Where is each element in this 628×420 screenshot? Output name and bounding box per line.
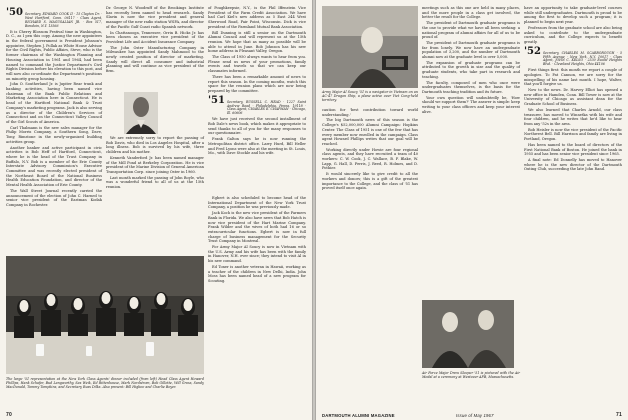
- magazine-footer: DARTMOUTH ALUMNI MAGAZINE: [322, 413, 395, 418]
- paragraph: Dr. George N. Woodruff of the Brookings Institute has recently been named to head research. Sandy Slavin is now the vice president and general manager of the new radio station WSPA, and director of the Pacific Gulf Coast radio Spanish network.: [106, 6, 204, 29]
- page-number-left: 70: [6, 412, 12, 418]
- paragraph: The Class of 1950 always wants to hear from you. Please send us news of your promotions, family events and travels so that we can keep our classmates informed.: [208, 55, 306, 74]
- paragraph: We also learned that Charles Arnold, our class treasurer, has moved to Winnetka with his wife and four children, and he writes that he'd like to hear from any '52s in the area.: [524, 107, 622, 126]
- paragraph: It is Cherry Blossom Festival time in Washington, D. C., as I pen this copy. Among the new appointees in the federal government is President Johnson's appointee, Stephen J. Pollak as White House Advisor for the Civil Rights, Public Affairs, Steve, who is the former chairman of the Washington Planning and Housing Association in 1961 and 1964, had been named to command the Justice Department's Civil Rights Division before his elevation to this post, and will now also co-ordinate the Department's positions on minority group housing.: [6, 29, 102, 81]
- paragraph: Egbert is also scheduled to become head of the International Department of the New York Trust Company, a position he was previously made.: [208, 196, 306, 210]
- portrait-photo: [124, 92, 158, 134]
- right-col-1: [322, 108, 418, 192]
- group-dinner-photo-icon: [6, 256, 204, 374]
- soucy-photo: [322, 6, 418, 88]
- paragraph: The faculty, composed of men who once were undergraduates themselves, is the basis for the Dartmouth teaching tradition and its future.: [422, 80, 520, 94]
- right-col-2: [422, 6, 520, 115]
- class-secretary-info: Secretary, EDWARD COOK II · 15 Clayton Dr. · West Hartford, Conn. 06117 · Class Agent, RICHARD S. MAGUSALIAN JR. · Box 517, Bowdoin, N.Y. 13566: [24, 12, 102, 28]
- left-col-1: [6, 6, 102, 209]
- left-bottom-right-text: [208, 196, 306, 285]
- right-page: [316, 0, 628, 420]
- paragraph: Jack Koch is the new vice president of the Farmers Bank in Florida. We also have news that Bob Hatch is now vice president of the Hart Marine Company. Frank Wilder and the wives of both had 16 or so extracurricular functions. Egbert is now in full charge of business management for the Security Trust Company in Montreal.: [208, 211, 306, 244]
- paragraph: of Poughkeepsie, N.Y., is the Phil Iffenstein Vice President of the Farm Credit Association. We have had Carl Kiel's new address as 5 East 244 West Sherwood Road, Fair Point, Wisconsin. Dick is vice president of the Farmland Mutual Bank Association.: [208, 6, 306, 29]
- class-heading-51: [208, 96, 306, 117]
- soucy-photo-icon: [322, 6, 418, 88]
- paragraph: meetings such as this one are held in many places, and the more people in a class get involved, the better the result for the College.: [422, 6, 520, 20]
- issue-date: Issue of May 1967: [456, 413, 494, 418]
- paragraph: It would sincerely like to give credit to all the workers and donors; this is a gift of the greatest importance to the College, and the class of '51 has proved itself once again.: [322, 172, 418, 191]
- paragraph: There has been a remarkable amount of news to report this season. In the coming months, watch this space for the reunion plans which are now being prepared by the committee.: [208, 74, 306, 93]
- paragraph: Bill Dunning is still a senior on the Dartmouth Alumni Council and will represent us at the 15th reunion. We hope that as many as possible will be able to attend in June. Bob Johnson has his new home address in Pleasant Valley, Oregon.: [208, 30, 306, 54]
- paragraph: caution for 'best contribution toward world understanding.': [322, 108, 418, 117]
- paragraph: Kenneth Vanderford Jr. has been named manager of the Mill Pond at Berkeley Corporation. He is vice president of the Marine Division of General American Transportation Corp. since joining Oster in 1960.: [106, 155, 204, 174]
- paragraph: Another banker and active participant in civic activities is Bob Heff of Hartford, Connecticut, where he is the head of the Trust Company in Buffalo, N.Y. Bob is a member of the Erie County Interstate Advisory Commission's Executive Committee and was recently elected president of the Northeast Board of the National Business Health Education Foundation, and director of the Mental Health Association of Erie County.: [6, 145, 102, 188]
- paragraph: Professors from the graduate school are also being asked to contribute to the undergraduate curriculum, and the College expects to benefit greatly.: [524, 25, 622, 44]
- right-col-3: [524, 6, 622, 173]
- paragraph: The president of Dartmouth graduate programs is the one to provide what we have all been seeking: a national program of alumni affairs for all of us to be proud of.: [422, 21, 520, 40]
- class-secretary-info: Secretary, CHARLES M. SCARBOROUGH · 5 Fifth Avenue · New York, N.Y. 10017 · Class Agent, JOHN C. KELSO · 2330 Euclid Heights Blvd. · Cleveland Heights, Ohio 44106: [542, 50, 622, 67]
- left-page: [0, 0, 312, 420]
- paragraph: Carl Thalmann is the new sales manager for the Philip Morris Company, a Southern Song, Dave, Tony, Rimstone in the newly-organized building activities group.: [6, 125, 102, 144]
- class-year: '51: [208, 94, 225, 106]
- paragraph: The Wall Street Journal recently carried the announcement of the election of John C. Harned to senior vice president of the Eastman Kodak Company in Rochester.: [6, 188, 102, 207]
- paragraph: Your own question will undoubtedly be, 'How should we support them?' The answer is simple: keep writing to your class officers and keep your interest alive.: [422, 95, 520, 114]
- class-heading-50: [6, 8, 102, 29]
- class-heading-52: [524, 47, 622, 68]
- paragraph: Ed Toner is another veteran in Hawaii, working as a teacher of the children in New Delhi, India. John Moss has been named head of a new program for Scouting.: [208, 264, 306, 283]
- paragraph: In Chattanooga, Tennessee, Orrin B. Hicks Jr. has been chosen as executive vice president of the Provident Life and Accident Insurance Company.: [106, 30, 204, 44]
- group-photo-caption: The large '51 representation at the New York Class Agents' dinner included (from left) Head Class Agent Howard Phillips, Hank Schafer, Bud Langworthy, Sax Weik, Ed Rittenhouse, Mark Nordstrom, Bob Gillette, Will Gross, Sandy MacDonald, Tommy Tompkins, and Secretary Russ Dilks. Also present: Bill Higbee and Charlie Beyer.: [6, 377, 204, 390]
- paragraph: First things first: this month we report a couple of apologies. To Pat Cannon, we are sorry for the misspelling of his name last month. I hope, Walter, that you'll forgive us.: [524, 68, 622, 87]
- paragraph: Bob Heisler is now the vice president of the Pacific Northwest Bell. Bill Harrison and family are living in Portland, Oregon.: [524, 127, 622, 142]
- sleeper-photo: [422, 300, 514, 368]
- class-year: '50: [6, 7, 23, 18]
- sleeper-caption: Air Force Major Drew Sleeper '51 is pictured with the Air Medal at a ceremony at Westover AFB, Massachusetts.: [422, 371, 520, 380]
- paragraph: The president of Dartmouth graduate programs is far from lonely. We now have an undergraduate population of 3,200, and the number of Dartmouth alumni now at the graduate level is over 5,000.: [422, 40, 520, 60]
- class-year: '52: [524, 45, 541, 57]
- paragraph: have an opportunity to take graduate-level courses while still undergraduates. Dartmouth is proud to be among the first to develop such a program; it is planned to begin next year.: [524, 6, 622, 25]
- left-col-3: [208, 6, 306, 157]
- paragraph: Now to the news. Dr. Harvey Elliot has opened a new office in Hamden, Conn. Bill Tower is now at the University of Chicago as assistant dean for the Graduate School of Business.: [524, 88, 622, 107]
- paragraph: The expansion of graduate programs can be attributed to the growth in size and the quality of graduate students, who take part in research and teaching.: [422, 60, 520, 79]
- paragraph: Has been named to the board of directors of the First National Bank of Boston. He joined the bank in 1955 and has been senior vice president since 1965.: [524, 142, 622, 157]
- page-number-right: 71: [616, 412, 622, 418]
- left-col-2: [106, 6, 204, 75]
- paragraph: We are extremely sorry to report the passing of Bob Davis, who died in Los Angeles Hospital, after a long illness. Bob is survived by his wife, three children and his mother.: [106, 136, 204, 155]
- paragraph: The John Oster Manufacturing Company in Milwaukee has appointed Sandy Mahmood to the newly created position of director of marketing. Sandy will direct all consumer and industrial planning and will continue as vice president of the firm.: [106, 45, 204, 74]
- paragraph: Working directly under Howie are four regional class agents, and they have recruited a team of 40 workers: C. W. Cook, J. C. Wallace, B. F. Blake, W. Lapp, G. Hall, D. Ferris, J. Reed, R. Holmes, and D. Pothier.: [322, 147, 418, 171]
- paragraph: Last month marked the passing of John Boyle, who was a wonderful friend to all of us at the 15th reunion.: [106, 175, 204, 190]
- paragraph: John O. Southerland Jr. is Jupiter Rear trunk and banking activities, having been named vice chairman of the Bank Public Relations and Marketing Association here in Connecticut. He is head of the Hartford National Bank & Trust Company's marketing programs. Jack is also serving as a director of the Children's Services of Connecticut and on the Connecticut Valley Council of the Girl Scouts of America.: [6, 82, 102, 124]
- group-dinner-photo: [6, 256, 204, 374]
- soucy-caption: Army Major Al Soucy '51 is a navigator in Vietnam on an AC-47 Dragon Ship, a plane active over Viet Cong-held territory.: [322, 90, 418, 103]
- paragraph: For Army Major Al Soucy is now in Vietnam with the U.S. Army and his wife has been with the family in Hanover, N.H. ever since; they intend to visit Al in his new command.: [208, 245, 306, 264]
- paragraph: We have just received the second installment of Bob Dale's news book, which makes it appropriate to send thanks to all of you for the many responses to our questionnaire.: [208, 117, 306, 136]
- paragraph: The big Dartmouth news of this season is the College's $52,000,000 Alumni Campaign: Hopkins Center. The Class of 1951 is one of the few that has every member now enrolled in the campaign. Class agent Howard Phillips writes that our goal will be reached.: [322, 118, 418, 146]
- paragraph: A final note: Ed Donnelly has moved to Hanover where he is the new director of the Dartmouth Outing Club, succeeding the late John Rand.: [524, 157, 622, 172]
- left-col-2-lower: [106, 136, 204, 191]
- sleeper-photo-icon: [422, 300, 514, 368]
- class-secretary-info: Secretary, RUSSELL C. HEAD · 1227 Saint Andrew Road · Philadelphia, Penna. 19118 · Class Agent, CHARLES E. CHAPMAN · Chicago, Ill. 60606: [226, 99, 306, 116]
- paragraph: Frank Galton says he is now running the Metropolitan district office. Larry Hurd, Bill Heller and Fred Lyons were also at the meeting in St. Louis, Mo., with Dave Stockle and his wife.: [208, 137, 306, 156]
- portrait-photo-icon: [124, 92, 158, 134]
